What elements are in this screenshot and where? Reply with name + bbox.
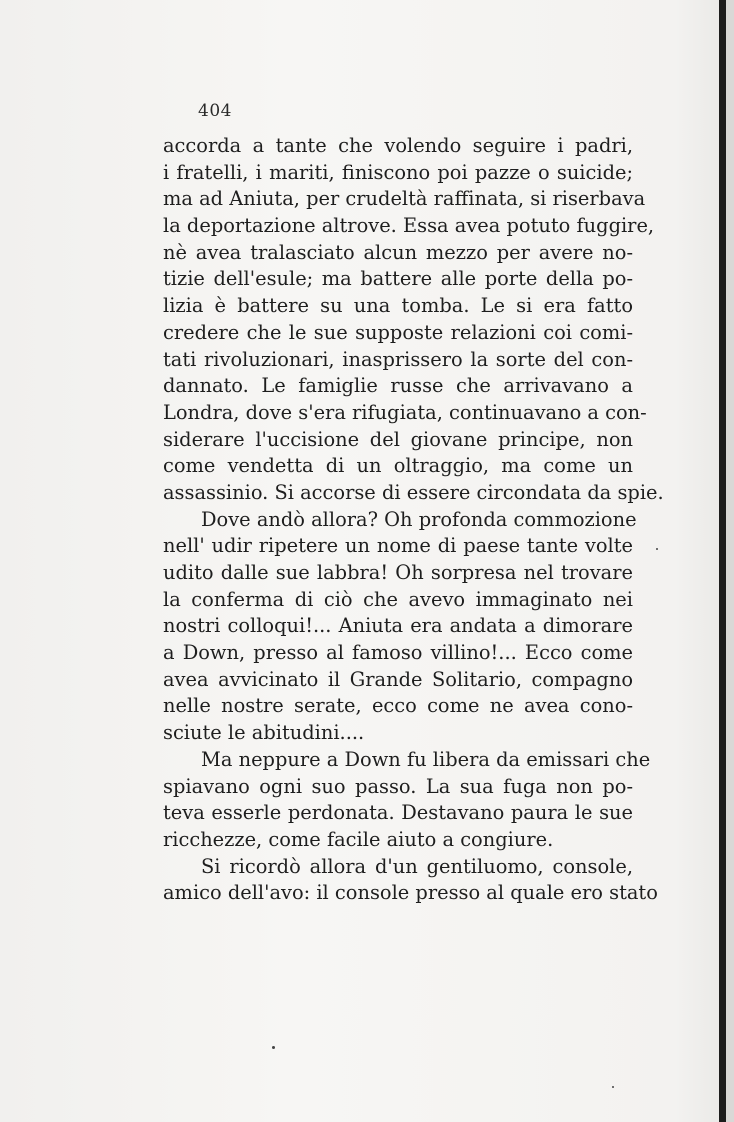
text-line: a Down, presso al famoso villino!... Ecco come [163,641,633,665]
text-line: come vendetta di un oltraggio, ma come un [163,454,633,478]
text-line: ricchezze, come facile aiuto a congiure. [163,827,554,851]
text-line: tizie dell'esule; ma battere alle porte della po- [163,267,633,291]
text-line: teva esserle perdonata. Destavano paura le sue [163,801,633,825]
text-line: nostri colloqui!... Aniuta era andata a dimorare [163,614,633,638]
text-line: la deportazione altrove. Essa avea potuto fuggire, [163,214,655,238]
text-line: amico dell'avo: il console presso al quale ero stato [163,881,658,905]
text-line: Dove andò allora? Oh profonda commozione [201,507,637,531]
text-line: lizia è battere su una tomba. Le si era fatto [163,294,633,318]
paragraph [163,133,664,507]
text-line: ma ad Aniuta, per crudeltà raffinata, si riserbava [163,187,646,211]
text-line: sciute le abitudini.... [163,721,365,745]
text-line: udito dalle sue labbra! Oh sorpresa nel trovare [163,561,633,584]
text-line: nè avea tralasciato alcun mezzo per avere no- [163,240,633,264]
text-line: dannato. Le famiglie russe che arrivavano a [163,374,633,398]
text-line: Londra, dove s'era rifugiata, continuavano a con- [163,400,647,424]
text-line: accorda a tante che volendo seguire i padri, [163,134,633,157]
paragraph [163,507,637,747]
text-line: i fratelli, i mariti, finiscono poi pazze o suicide; [163,160,633,184]
page-edge-shadow [726,0,734,1122]
text-line: la conferma di ciò che avevo immaginato nei [163,587,633,611]
paragraph [163,854,658,907]
text-line: nelle nostre serate, ecco come ne avea cono- [163,694,633,718]
text-line: nell' udir ripetere un nome di paese tante volte [163,534,633,558]
text-line: credere che le sue supposte relazioni coi comi- [163,320,633,344]
scan-speck [272,1046,275,1049]
paragraph [163,747,651,854]
page-number: 404 [198,101,232,121]
text-line: assassinio. Si accorse di essere circondata da spie. [163,480,664,504]
text-line: avea avvicinato il Grande Solitario, compagno [163,667,633,691]
text-line: Si ricordò allora d'un gentiluomo, console, [201,854,633,878]
scan-speck [612,1086,614,1088]
text-line: tati rivoluzionari, inasprissero la sorte del con- [163,347,633,371]
text-line: spiavano ogni suo passo. La sua fuga non po- [163,774,633,798]
text-line: siderare l'uccisione del giovane principe, non [163,427,633,451]
scan-speck [656,548,658,550]
binding-edge [719,0,726,1122]
body-text [163,133,664,907]
text-line: Ma neppure a Down fu libera da emissari che [201,747,651,771]
